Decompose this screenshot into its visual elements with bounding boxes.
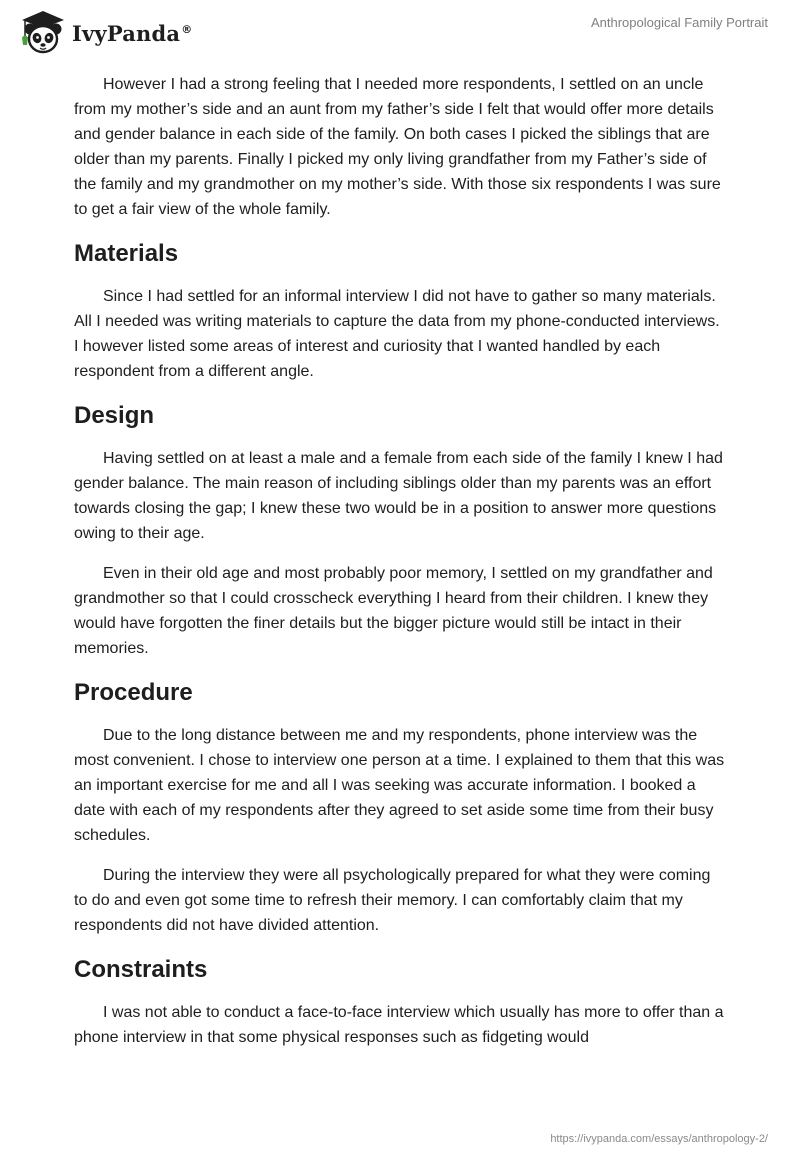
essay-body: [74, 72, 726, 1065]
paragraph-procedure-1: Due to the long distance between me and my respondents, phone interview was the most convenient. I chose to interview one person at a time. I explained to them that this was an important exercise for me and all I was seeking was accurate information. I booked a date with each of my respondents after they agreed to set aside some time from their busy schedules.: [74, 727, 725, 844]
paragraph-design-2: Even in their old age and most probably poor memory, I settled on my grandfather and grandmother so that I could crosscheck everything I heard from their children. I knew they would have forgotten the finer details but the bigger picture would still be intact in their memories.: [74, 565, 713, 657]
paragraph-constraints: I was not able to conduct a face-to-face interview which usually has more to offer than a phone interview in that some physical responses such as fidgeting would: [74, 1004, 724, 1046]
paragraph-intro: However I had a strong feeling that I needed more respondents, I settled on an uncle from my mother’s side and an aunt from my father’s side I felt that would offer more details and gender balance in each side of the family. On both cases I picked the siblings that are older than my parents. Finally I picked my only living grandfather from my Father’s side of the family and my grandmother on my mother’s side. With those six respondents I was sure to get a fair view of the whole family.: [74, 76, 721, 218]
paragraph-procedure-2: During the interview they were all psychologically prepared for what they were coming to do and even got some time to refresh their memory. I can comfortably claim that my respondents did not have divided attention.: [74, 867, 711, 934]
registered-mark: ®: [181, 22, 193, 36]
page-header: [0, 0, 800, 64]
paragraph-design-1: Having settled on at least a male and a female from each side of the family I knew I had gender balance. The main reason of including siblings older than my parents was an effort towards closing the gap; I knew these two would be in a position to answer more questions owing to their age.: [74, 450, 723, 542]
document-title: Anthropological Family Portrait: [590, 15, 768, 30]
logo-wordmark: IvyPanda®: [72, 20, 193, 46]
heading-constraints: Constraints: [74, 956, 208, 983]
ivypanda-logo[interactable]: [16, 8, 192, 56]
paragraph-materials: Since I had settled for an informal interview I did not have to gather so many materials. All I needed was writing materials to capture the data from my phone-conducted interviews. I however listed some areas of interest and curiosity that I wanted handled by each respondent from a different angle.: [74, 288, 720, 380]
heading-materials: Materials: [74, 240, 179, 267]
heading-design: Design: [74, 402, 155, 429]
heading-procedure: Procedure: [74, 679, 193, 706]
source-url-link[interactable]: https://ivypanda.com/essays/anthropology-2/: [550, 1133, 768, 1145]
panda-mortarboard-icon: [16, 8, 66, 56]
